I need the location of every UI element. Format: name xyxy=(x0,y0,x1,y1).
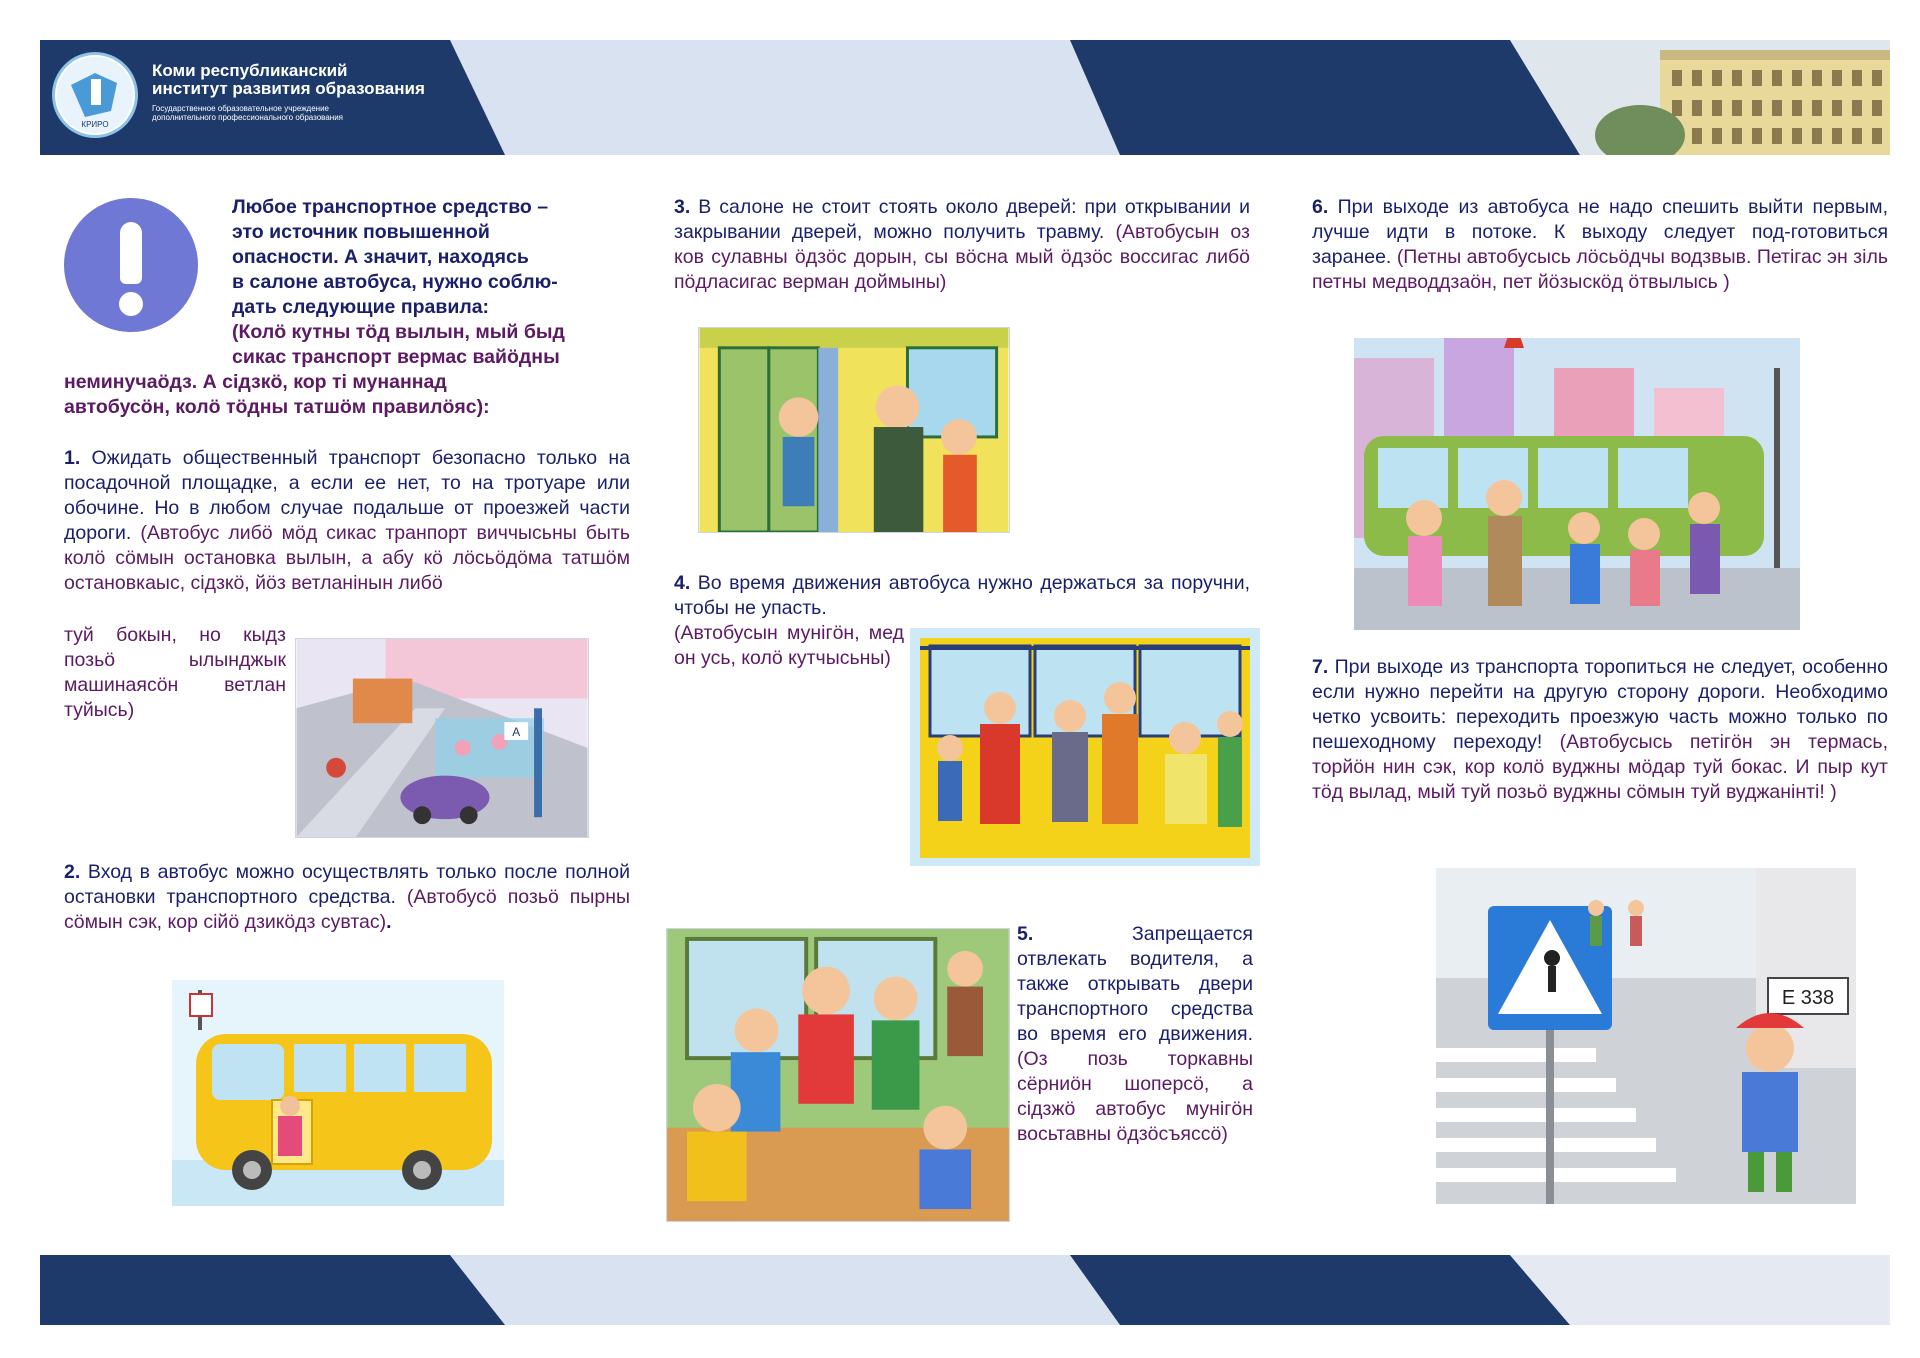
rule-3: 3. В салоне не стоит стоять около дверей: при открывании и закрывании дверей, можно получить травму. (Автобусын оз ков сулавны ӧдзӧс дорын, сы вӧсна мый ӧдзӧс воссигас либӧ пӧдласигас верман доймыны) xyxy=(674,196,1251,293)
illustration-bus-stop xyxy=(295,638,589,838)
illustration-exiting-bus xyxy=(1354,338,1800,630)
rule-2: 2. Вход в автобус можно осуществлять только после полной остановки транспортного средства. (Автобусӧ позьӧ пырны сӧмын сэк, кор сiйӧ дзикӧдз сувтас). xyxy=(64,861,630,933)
rule-4: 4. Во время движения автобуса нужно держаться за поручни, чтобы не упасть. xyxy=(674,572,1251,619)
warning-kv-tail: неминучаӧдз. А сiдзкӧ, кор тi мунаннад автобусӧн, колӧ тӧдны татшӧм правилӧяс): xyxy=(64,371,490,418)
exclamation-icon xyxy=(64,198,198,332)
rule-1-wrap: туй бокын, но кыдз позьӧ ылынджык машинаясӧн ветлан туйысь) xyxy=(64,624,286,721)
illustration-passengers-handrails xyxy=(910,628,1260,866)
illustration-yellow-bus xyxy=(172,980,504,1206)
bus-stop-sign: A xyxy=(512,725,521,740)
rule-4-kv: (Автобусын мунiгӧн, мед он усь, колӧ кутчысьны) xyxy=(674,622,904,669)
rule-5: 5. Запрещается отвлекать водителя, а также открывать двери транспортного средства во время его движения. (Оз позь торкавны сёрниӧн шоперсӧ, а сiдзжӧ автобус мунiгӧн восьтавны ӧдзӧсъяссӧ) xyxy=(1017,923,1253,1145)
illustration-bus-interior xyxy=(666,928,1010,1222)
warning-intro: Любое транспортное средство – это источник повышенной опасности. А значит, находясь в салоне автобуса, нужно соблю- дать следующие правила: (Колӧ кутны тӧд вылын, мый быд сикас транспорт вермас вайӧдны xyxy=(232,196,565,368)
org-name: Коми республиканский институт развития образования xyxy=(152,61,425,98)
footer-band xyxy=(40,1255,1890,1325)
illustration-bus-doors xyxy=(698,327,1010,533)
kriro-logo xyxy=(52,52,138,138)
rule-1: 1. Ожидать общественный транспорт безопасно только на посадочной площадке, а если ее нет, то на тротуаре или обочине. Но в любом случае подальше от проезжей части дороги. (Автобус либӧ мӧд сикас транпорт виччысьны быть колӧ сӧмын остановка вылын, а абу кӧ лӧсьӧдӧма татшӧм остановкаыс, сiдзкӧ, йӧз ветланiнын либӧ xyxy=(64,447,631,594)
rule-6: 6. При выходе из автобуса не надо спешить выйти первым, лучше идти в потоке. К выходу следует под-готовиться заранее. (Петны автобусысь лӧсьӧдчы водзвыв. Петiгас эн зiль петны медводдзаӧн, пет йӧзыскӧд ӧтвылысь ) xyxy=(1312,196,1888,293)
rule-7: 7. При выходе из транспорта торопиться не следует, особенно если нужно перейти на другую сторону дороги. Необходимо четко усвоить: переходить проезжую часть можно только по пешеходному переходу! (Автобусысь петiгӧн эн термась, торйӧн нин сэк, кор колӧ вуджны мӧдар туй бокас. И пыр кут тӧд вылад, мый туй позьӧ вуджны сӧмын туй вуджанiнтi! ) xyxy=(1312,656,1889,803)
logo-label: КРИРО xyxy=(81,120,109,129)
bus-plate: Е 338 xyxy=(1781,987,1835,1009)
illustration-pedestrian-crossing xyxy=(1436,868,1856,1204)
org-subtitle: Государственное образовательное учреждение дополнительного профессионального образования xyxy=(152,104,344,122)
